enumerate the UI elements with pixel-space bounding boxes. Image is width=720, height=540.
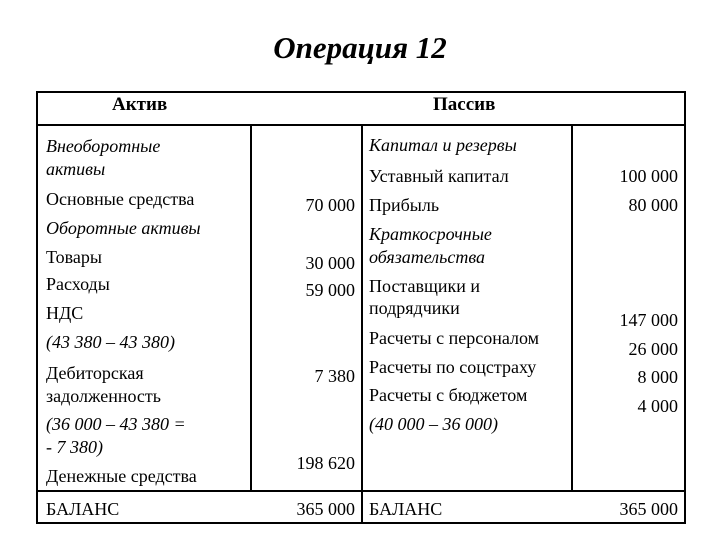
- header-passive: Пассив: [433, 94, 496, 115]
- value-cash: 198 620: [296, 453, 355, 473]
- asset-fixed-assets: Основные средства: [46, 189, 195, 209]
- value-fixed-assets: 70 000: [305, 195, 355, 215]
- asset-receivables-calc-line1: (36 000 – 43 380 =: [46, 414, 186, 434]
- liability-social: Расчеты по соцстраху: [369, 357, 537, 377]
- asset-vat: НДС: [46, 303, 84, 323]
- value-goods: 30 000: [305, 253, 355, 273]
- asset-noncurrent-line2: активы: [46, 159, 106, 179]
- asset-balance: БАЛАНС: [46, 499, 120, 519]
- value-profit: 80 000: [628, 195, 678, 215]
- asset-receivables-calc-line2: - 7 380): [46, 437, 103, 457]
- liability-short-term-line1: Краткосрочные: [369, 224, 492, 244]
- liability-suppliers-line1: Поставщики и: [369, 276, 481, 296]
- liability-budget: Расчеты с бюджетом: [369, 385, 528, 405]
- value-asset-balance: 365 000: [296, 499, 355, 519]
- asset-vat-calc: (43 380 – 43 380): [46, 332, 175, 352]
- liability-charter-capital: Уставный капитал: [369, 166, 509, 186]
- page-title: Операция 12: [273, 30, 447, 65]
- value-receivables: 7 380: [314, 366, 355, 386]
- asset-noncurrent-line1: Внеоборотные: [46, 136, 161, 156]
- asset-expenses: Расходы: [46, 274, 110, 294]
- liability-budget-calc: (40 000 – 36 000): [369, 414, 498, 434]
- value-social: 8 000: [637, 367, 678, 387]
- asset-cash: Денежные средства: [46, 466, 197, 486]
- value-charter-capital: 100 000: [619, 166, 678, 186]
- liability-balance: БАЛАНС: [369, 499, 443, 519]
- header-active: Актив: [112, 94, 168, 115]
- asset-receivables-line2: задолженность: [46, 386, 161, 406]
- value-personnel: 26 000: [628, 339, 678, 359]
- liability-short-term-line2: обязательства: [369, 247, 486, 267]
- liability-profit: Прибыль: [369, 195, 440, 215]
- asset-current: Оборотные активы: [46, 218, 201, 238]
- value-liability-balance: 365 000: [619, 499, 678, 519]
- value-suppliers: 147 000: [619, 310, 678, 330]
- asset-goods: Товары: [46, 247, 102, 267]
- asset-receivables-line1: Дебиторская: [46, 363, 144, 383]
- value-expenses: 59 000: [305, 280, 355, 300]
- liability-suppliers-line2: подрядчики: [369, 298, 460, 318]
- column-divider-asset-values: [250, 124, 252, 492]
- liability-personnel: Расчеты с персоналом: [369, 328, 540, 348]
- column-divider-middle: [361, 124, 363, 524]
- value-budget: 4 000: [637, 396, 678, 416]
- liability-capital: Капитал и резервы: [369, 135, 517, 155]
